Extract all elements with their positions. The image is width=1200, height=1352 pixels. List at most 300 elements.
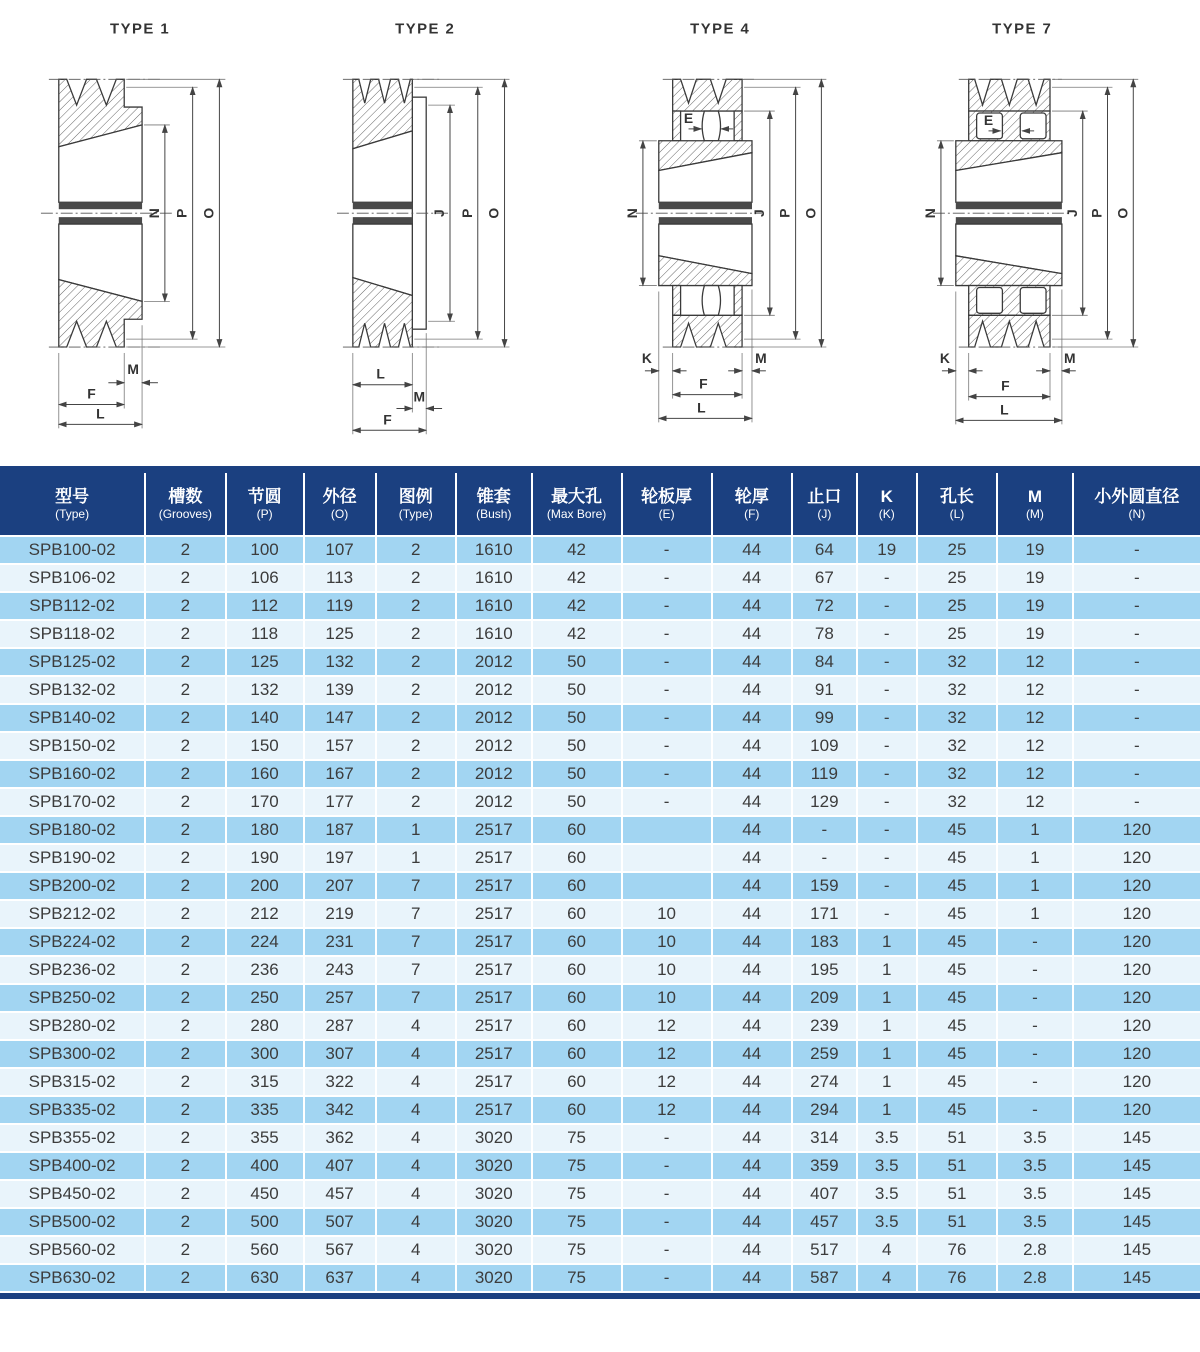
- cell: SPB190-02: [0, 844, 145, 872]
- dim-label-k: K: [939, 349, 950, 366]
- cell: 294: [792, 1096, 857, 1124]
- col-header-e: 轮板厚 (E): [622, 473, 712, 536]
- cell: 4: [376, 1208, 456, 1236]
- cell: 120: [1073, 900, 1200, 928]
- cell: 12: [622, 1012, 712, 1040]
- cell: 457: [792, 1208, 857, 1236]
- cell: 2: [145, 1264, 225, 1292]
- cell: 2517: [456, 1040, 532, 1068]
- cell: 3020: [456, 1264, 532, 1292]
- cell: 145: [1073, 1208, 1200, 1236]
- cell: 197: [304, 844, 376, 872]
- table-row: [0, 956, 1200, 984]
- cell: -: [622, 1124, 712, 1152]
- table-row: [0, 788, 1200, 816]
- cell: SPB140-02: [0, 704, 145, 732]
- cell: 42: [532, 536, 622, 564]
- cell: 171: [792, 900, 857, 928]
- cell: 64: [792, 536, 857, 564]
- cell: 2: [145, 704, 225, 732]
- col-header-pitch: 节圆 (P): [226, 473, 304, 536]
- cell: SPB200-02: [0, 872, 145, 900]
- table-row: [0, 1040, 1200, 1068]
- cell: 170: [226, 788, 304, 816]
- cell: 190: [226, 844, 304, 872]
- pulley-cross-section: [636, 79, 762, 347]
- cell: -: [1073, 732, 1200, 760]
- cell: 3.5: [857, 1208, 917, 1236]
- cell: 159: [792, 872, 857, 900]
- table-row: [0, 1152, 1200, 1180]
- cell: 132: [304, 648, 376, 676]
- cell: 75: [532, 1180, 622, 1208]
- cell: 132: [226, 676, 304, 704]
- cell: 1: [857, 1068, 917, 1096]
- cell: 120: [1073, 956, 1200, 984]
- cell: 60: [532, 1040, 622, 1068]
- cell: 12: [622, 1040, 712, 1068]
- table-row: [0, 620, 1200, 648]
- cell: -: [1073, 648, 1200, 676]
- cell: 145: [1073, 1152, 1200, 1180]
- cell: 150: [226, 732, 304, 760]
- cell: -: [857, 900, 917, 928]
- cell: SPB236-02: [0, 956, 145, 984]
- cell: 44: [712, 1068, 792, 1096]
- cell: -: [1073, 592, 1200, 620]
- cell: -: [622, 648, 712, 676]
- cell: -: [997, 984, 1073, 1012]
- cell: 2012: [456, 648, 532, 676]
- cell: -: [622, 564, 712, 592]
- cell: 4: [376, 1180, 456, 1208]
- cell: 507: [304, 1208, 376, 1236]
- cell: -: [622, 1264, 712, 1292]
- table-row: [0, 1124, 1200, 1152]
- dim-label-l: L: [1000, 401, 1009, 418]
- cell: 342: [304, 1096, 376, 1124]
- cell: 1610: [456, 620, 532, 648]
- cell: 280: [226, 1012, 304, 1040]
- cell: -: [857, 844, 917, 872]
- cell: 120: [1073, 872, 1200, 900]
- cell: SPB212-02: [0, 900, 145, 928]
- cell: 60: [532, 984, 622, 1012]
- diagram-title: TYPE 4: [690, 21, 751, 38]
- cell: 44: [712, 872, 792, 900]
- cell: 3020: [456, 1236, 532, 1264]
- cell: -: [622, 536, 712, 564]
- dim-label-n: N: [145, 208, 162, 219]
- cell: 44: [712, 704, 792, 732]
- dim-label-p: P: [458, 208, 475, 218]
- cell: 10: [622, 900, 712, 928]
- cell: 42: [532, 620, 622, 648]
- cell: 75: [532, 1264, 622, 1292]
- cell: -: [622, 760, 712, 788]
- cell: 44: [712, 984, 792, 1012]
- cell: 99: [792, 704, 857, 732]
- cell: 250: [226, 984, 304, 1012]
- cell: 12: [997, 788, 1073, 816]
- col-header-grooves: 槽数 (Grooves): [145, 473, 225, 536]
- cell: -: [857, 704, 917, 732]
- diagram-title: TYPE 2: [395, 21, 456, 38]
- cell: 4: [857, 1264, 917, 1292]
- cell: 45: [917, 956, 997, 984]
- cell: 1: [997, 900, 1073, 928]
- cell: 2517: [456, 1012, 532, 1040]
- cell: -: [857, 816, 917, 844]
- cell: 3020: [456, 1180, 532, 1208]
- table-bottom-border: [0, 1293, 1200, 1299]
- cell: 2: [376, 648, 456, 676]
- type7-diagram: [900, 0, 1200, 466]
- cell: 517: [792, 1236, 857, 1264]
- cell: -: [622, 620, 712, 648]
- cell: 84: [792, 648, 857, 676]
- cell: 1: [857, 1096, 917, 1124]
- dim-label-e: E: [983, 111, 994, 128]
- cell: SPB160-02: [0, 760, 145, 788]
- diagram-title: TYPE 1: [110, 21, 171, 38]
- cell: 51: [917, 1208, 997, 1236]
- cell: 72: [792, 592, 857, 620]
- cell: 2: [376, 536, 456, 564]
- cell: SPB125-02: [0, 648, 145, 676]
- cell: 2: [145, 1012, 225, 1040]
- cell: 120: [1073, 1096, 1200, 1124]
- table-row: [0, 732, 1200, 760]
- cell: 2: [145, 1124, 225, 1152]
- table-row: [0, 536, 1200, 564]
- cell: 10: [622, 984, 712, 1012]
- table-row: [0, 704, 1200, 732]
- cell: 125: [304, 620, 376, 648]
- cell: 4: [376, 1152, 456, 1180]
- cell: 2: [145, 1068, 225, 1096]
- table-row: [0, 592, 1200, 620]
- cell: SPB180-02: [0, 816, 145, 844]
- cell: 236: [226, 956, 304, 984]
- cell: 3.5: [997, 1180, 1073, 1208]
- cell: 2012: [456, 760, 532, 788]
- cell: -: [792, 844, 857, 872]
- cell: 2: [145, 1180, 225, 1208]
- cell: 2517: [456, 1096, 532, 1124]
- dim-label-l: L: [697, 399, 706, 416]
- cell: 129: [792, 788, 857, 816]
- cell: 44: [712, 648, 792, 676]
- cell: 180: [226, 816, 304, 844]
- cell: -: [622, 1208, 712, 1236]
- cell: 2: [376, 788, 456, 816]
- cell: 45: [917, 872, 997, 900]
- cell: 44: [712, 592, 792, 620]
- cell: 2: [145, 1152, 225, 1180]
- cell: SPB118-02: [0, 620, 145, 648]
- cell: 2: [145, 928, 225, 956]
- cell: 2517: [456, 956, 532, 984]
- cell: 44: [712, 676, 792, 704]
- cell: SPB132-02: [0, 676, 145, 704]
- table-row: [0, 984, 1200, 1012]
- cell: 500: [226, 1208, 304, 1236]
- cell: 32: [917, 732, 997, 760]
- cell: 78: [792, 620, 857, 648]
- cell: 2517: [456, 900, 532, 928]
- type2-diagram: [300, 0, 600, 466]
- cell: 50: [532, 648, 622, 676]
- cell: 259: [792, 1040, 857, 1068]
- cell: 44: [712, 788, 792, 816]
- cell: SPB112-02: [0, 592, 145, 620]
- cell: -: [622, 1152, 712, 1180]
- cell: 42: [532, 592, 622, 620]
- cell: 2: [145, 732, 225, 760]
- cell: 2: [145, 536, 225, 564]
- cell: 60: [532, 1012, 622, 1040]
- cell: -: [1073, 676, 1200, 704]
- pulley-cross-section: [933, 79, 1072, 347]
- cell: 2517: [456, 1068, 532, 1096]
- dim-label-e: E: [683, 109, 694, 126]
- cell: 45: [917, 1040, 997, 1068]
- cell: 32: [917, 648, 997, 676]
- cell: 2: [145, 956, 225, 984]
- cell: 160: [226, 760, 304, 788]
- cell: -: [622, 788, 712, 816]
- cell: 32: [917, 788, 997, 816]
- cell: 207: [304, 872, 376, 900]
- table-row: [0, 1180, 1200, 1208]
- cell: 567: [304, 1236, 376, 1264]
- cell: 1: [857, 984, 917, 1012]
- cell: 4: [376, 1068, 456, 1096]
- cell: 1610: [456, 592, 532, 620]
- cell: 12: [997, 760, 1073, 788]
- cell: 239: [792, 1012, 857, 1040]
- cell: 45: [917, 900, 997, 928]
- cell: 45: [917, 984, 997, 1012]
- diagram-title: TYPE 7: [992, 21, 1053, 38]
- cell: 2: [376, 732, 456, 760]
- cell: 19: [997, 592, 1073, 620]
- cell: 2: [145, 592, 225, 620]
- cell: 1: [997, 844, 1073, 872]
- cell: 44: [712, 1152, 792, 1180]
- cell: -: [622, 592, 712, 620]
- col-header-bush: 锥套 (Bush): [456, 473, 532, 536]
- cell: 60: [532, 900, 622, 928]
- table-row: [0, 1012, 1200, 1040]
- cell: 1: [997, 816, 1073, 844]
- dim-label-l: L: [96, 405, 105, 422]
- type1-diagram: [0, 0, 300, 466]
- cell: 7: [376, 872, 456, 900]
- table-row: [0, 1096, 1200, 1124]
- cell: SPB355-02: [0, 1124, 145, 1152]
- cell: 45: [917, 1012, 997, 1040]
- cell: 91: [792, 676, 857, 704]
- cell: 3.5: [997, 1208, 1073, 1236]
- cell: 587: [792, 1264, 857, 1292]
- cell: 10: [622, 956, 712, 984]
- cell: 2: [145, 1096, 225, 1124]
- cell: 315: [226, 1068, 304, 1096]
- cell: 1: [857, 956, 917, 984]
- cell: 44: [712, 1180, 792, 1208]
- cell: 50: [532, 676, 622, 704]
- cell: 60: [532, 928, 622, 956]
- dim-label-n: N: [921, 208, 938, 219]
- cell: 407: [792, 1180, 857, 1208]
- col-header-k: K (K): [857, 473, 917, 536]
- dim-label-p: P: [173, 208, 190, 218]
- cell: 12: [997, 676, 1073, 704]
- cell: 1610: [456, 564, 532, 592]
- cell: -: [857, 620, 917, 648]
- table-row: [0, 676, 1200, 704]
- cell: -: [857, 592, 917, 620]
- col-header-l: 孔长 (L): [917, 473, 997, 536]
- cell: 60: [532, 872, 622, 900]
- cell: 44: [712, 536, 792, 564]
- cell: 118: [226, 620, 304, 648]
- cell: 50: [532, 788, 622, 816]
- cell: 187: [304, 816, 376, 844]
- cell: SPB560-02: [0, 1236, 145, 1264]
- cell: 307: [304, 1040, 376, 1068]
- cell: 50: [532, 760, 622, 788]
- cell: 2517: [456, 984, 532, 1012]
- table-top-border: [0, 466, 1200, 473]
- cell: 25: [917, 620, 997, 648]
- cell: 25: [917, 564, 997, 592]
- cell: 25: [917, 592, 997, 620]
- cell: 362: [304, 1124, 376, 1152]
- cell: 2: [376, 620, 456, 648]
- cell: SPB400-02: [0, 1152, 145, 1180]
- table-row: [0, 844, 1200, 872]
- cell: 630: [226, 1264, 304, 1292]
- cell: 2: [145, 620, 225, 648]
- cell: 140: [226, 704, 304, 732]
- cell: 75: [532, 1124, 622, 1152]
- cell: 2: [145, 844, 225, 872]
- cell: 120: [1073, 1040, 1200, 1068]
- cell: 100: [226, 536, 304, 564]
- dim-label-j: J: [431, 209, 448, 218]
- cell: 7: [376, 900, 456, 928]
- cell: SPB106-02: [0, 564, 145, 592]
- cell: SPB335-02: [0, 1096, 145, 1124]
- dim-label-m: M: [413, 388, 426, 405]
- cell: 2: [145, 1040, 225, 1068]
- cell: 2: [145, 760, 225, 788]
- dim-label-f: F: [699, 375, 708, 392]
- cell: 112: [226, 592, 304, 620]
- cell: 4: [376, 1096, 456, 1124]
- table-header: [0, 473, 1200, 536]
- col-header-j: 止口 (J): [792, 473, 857, 536]
- cell: 119: [304, 592, 376, 620]
- dim-label-l: L: [376, 365, 385, 382]
- cell: 2: [145, 900, 225, 928]
- cell: 106: [226, 564, 304, 592]
- cell: -: [997, 1040, 1073, 1068]
- dim-label-j: J: [1063, 209, 1080, 218]
- cell: 60: [532, 1068, 622, 1096]
- cell: 219: [304, 900, 376, 928]
- cell: 2517: [456, 816, 532, 844]
- cell: 2012: [456, 788, 532, 816]
- cell: 195: [792, 956, 857, 984]
- cell: -: [857, 760, 917, 788]
- cell: 7: [376, 956, 456, 984]
- cell: 2: [376, 760, 456, 788]
- cell: 44: [712, 732, 792, 760]
- cell: 3020: [456, 1124, 532, 1152]
- cell: 125: [226, 648, 304, 676]
- cell: 12: [997, 704, 1073, 732]
- cell: 76: [917, 1264, 997, 1292]
- cell: 1: [376, 816, 456, 844]
- cell: 2: [145, 648, 225, 676]
- cell: 4: [376, 1236, 456, 1264]
- cell: SPB315-02: [0, 1068, 145, 1096]
- table-body: [0, 536, 1200, 1292]
- cell: -: [1073, 620, 1200, 648]
- cell: 145: [1073, 1264, 1200, 1292]
- cell: 4: [376, 1264, 456, 1292]
- cell: 450: [226, 1180, 304, 1208]
- cell: 2.8: [997, 1236, 1073, 1264]
- cell: 44: [712, 1208, 792, 1236]
- cell: SPB500-02: [0, 1208, 145, 1236]
- cell: 4: [376, 1040, 456, 1068]
- cell: 44: [712, 928, 792, 956]
- cell: 3.5: [857, 1124, 917, 1152]
- dim-label-o: O: [485, 207, 502, 219]
- cell: 7: [376, 928, 456, 956]
- cell: 3.5: [857, 1180, 917, 1208]
- col-header-type-ref: 图例 (Type): [376, 473, 456, 536]
- cell: -: [622, 1236, 712, 1264]
- cell: 109: [792, 732, 857, 760]
- cell: 19: [997, 536, 1073, 564]
- cell: 113: [304, 564, 376, 592]
- cell: 32: [917, 704, 997, 732]
- cell: 560: [226, 1236, 304, 1264]
- dim-label-n: N: [623, 208, 640, 219]
- cell: 147: [304, 704, 376, 732]
- dim-label-f: F: [1001, 377, 1010, 394]
- cell: -: [1073, 760, 1200, 788]
- cell: 209: [792, 984, 857, 1012]
- cell: SPB250-02: [0, 984, 145, 1012]
- dim-label-f: F: [383, 411, 392, 428]
- cell: 44: [712, 1124, 792, 1152]
- cell: 60: [532, 816, 622, 844]
- cell: 2: [376, 592, 456, 620]
- table-row: [0, 928, 1200, 956]
- dim-label-f: F: [87, 385, 96, 402]
- cell: 19: [997, 620, 1073, 648]
- cell: 2: [145, 1208, 225, 1236]
- cell: 44: [712, 564, 792, 592]
- cell: 200: [226, 872, 304, 900]
